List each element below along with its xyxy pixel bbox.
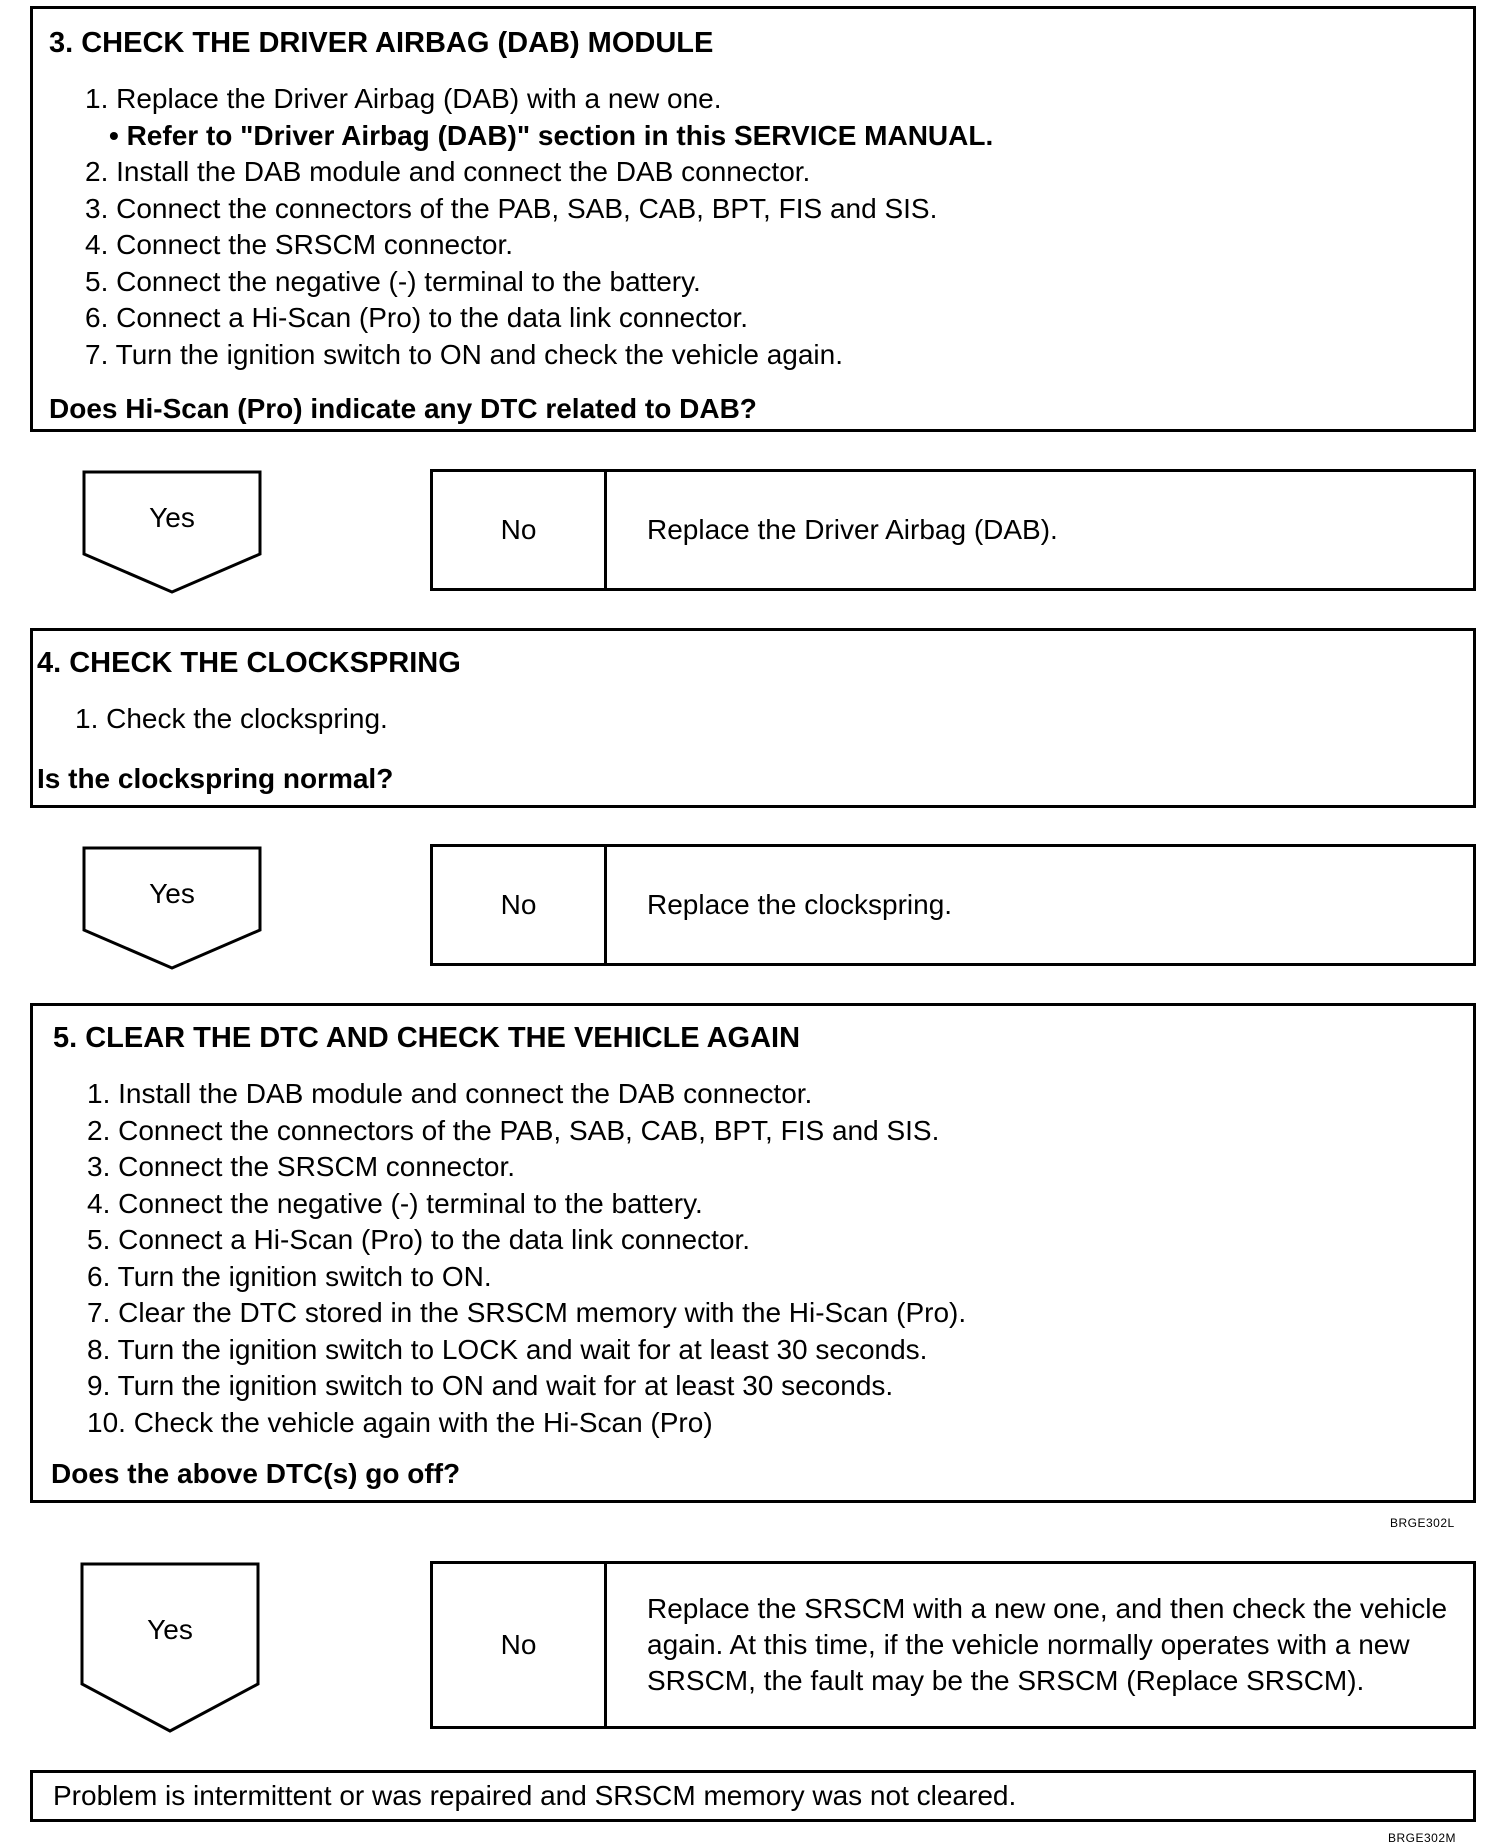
step-item: 6. Turn the ignition switch to ON. (87, 1260, 492, 1292)
section-3-steps (85, 81, 993, 373)
section-4-box (30, 628, 1476, 808)
section-4-title: 4. CHECK THE CLOCKSPRING (37, 647, 461, 679)
figure-code: BRGE302M (1388, 1831, 1457, 1845)
step-item: 1. Check the clockspring. (75, 703, 388, 734)
section-5-steps (87, 1076, 966, 1441)
step-item: 4. Connect the negative (-) terminal to the battery. (87, 1187, 703, 1219)
yes-arrow-5 (80, 1562, 260, 1734)
step-item: 5. Connect the negative (-) terminal to the battery. (85, 265, 701, 297)
no-action-text: Replace the Driver Airbag (DAB). (647, 514, 1058, 545)
step-item: 9. Turn the ignition switch to ON and wait for at least 30 seconds. (87, 1370, 894, 1401)
yes-arrow-3 (82, 470, 262, 595)
step-item: 3. Connect the connectors of the PAB, SAB, CAB, BPT, FIS and SIS. (85, 192, 938, 224)
no-label: No (433, 472, 607, 588)
down-arrow-shape (80, 1562, 260, 1734)
step-item: 5. Connect a Hi-Scan (Pro) to the data link connector. (87, 1224, 751, 1255)
yes-label: Yes (149, 502, 195, 533)
step-item: 7. Clear the DTC stored in the SRSCM memory with the Hi-Scan (Pro). (87, 1297, 967, 1328)
step-item: 8. Turn the ignition switch to LOCK and wait for at least 30 seconds. (87, 1333, 928, 1365)
step-item: 1. Install the DAB module and connect the DAB connector. (87, 1078, 813, 1109)
yes-arrow-4 (82, 846, 262, 971)
yes-label: Yes (149, 878, 195, 909)
section-3-title: 3. CHECK THE DRIVER AIRBAG (DAB) MODULE (49, 27, 714, 59)
service-manual-note: • Refer to "Driver Airbag (DAB)" section in this SERVICE MANUAL. (109, 119, 994, 151)
section-3-box (30, 6, 1476, 432)
no-box-4 (430, 844, 1476, 966)
section-5-box (30, 1003, 1476, 1503)
no-box-3 (430, 469, 1476, 591)
figure-code: BRGE302L (1390, 1516, 1455, 1530)
step-item: 2. Install the DAB module and connect the DAB connector. (85, 156, 811, 187)
step-item: 3. Connect the SRSCM connector. (87, 1151, 515, 1182)
step-item: 4. Connect the SRSCM connector. (85, 229, 513, 260)
section-5-question: Does the above DTC(s) go off? (51, 1458, 461, 1489)
step-item: 10. Check the vehicle again with the Hi-Scan (Pro) (87, 1406, 713, 1438)
final-result-text: Problem is intermittent or was repaired and SRSCM memory was not cleared. (53, 1780, 1017, 1811)
no-action-text: Replace the clockspring. (647, 889, 953, 920)
step-item: 1. Replace the Driver Airbag (DAB) with a new one. (85, 83, 722, 114)
no-box-5 (430, 1561, 1476, 1729)
section-4-question: Is the clockspring normal? (37, 763, 394, 794)
section-4-steps (75, 701, 388, 738)
section-3-question: Does Hi-Scan (Pro) indicate any DTC related to DAB? (49, 393, 757, 424)
section-5-title: 5. CLEAR THE DTC AND CHECK THE VEHICLE AGAIN (53, 1022, 801, 1054)
step-item: 2. Connect the connectors of the PAB, SAB, CAB, BPT, FIS and SIS. (87, 1114, 940, 1146)
step-item: 6. Connect a Hi-Scan (Pro) to the data link connector. (85, 302, 749, 333)
step-item: 7. Turn the ignition switch to ON and check the vehicle again. (85, 338, 843, 370)
final-result-box (30, 1770, 1476, 1822)
no-action-text: Replace the SRSCM with a new one, and then check the vehicle again. At this time, if the vehicle normally operates with a new SRSCM, the fault may be the SRSCM (Replace SRSCM). (647, 1593, 1448, 1696)
no-label: No (433, 1564, 607, 1726)
yes-label: Yes (147, 1614, 193, 1645)
no-label: No (433, 847, 607, 963)
